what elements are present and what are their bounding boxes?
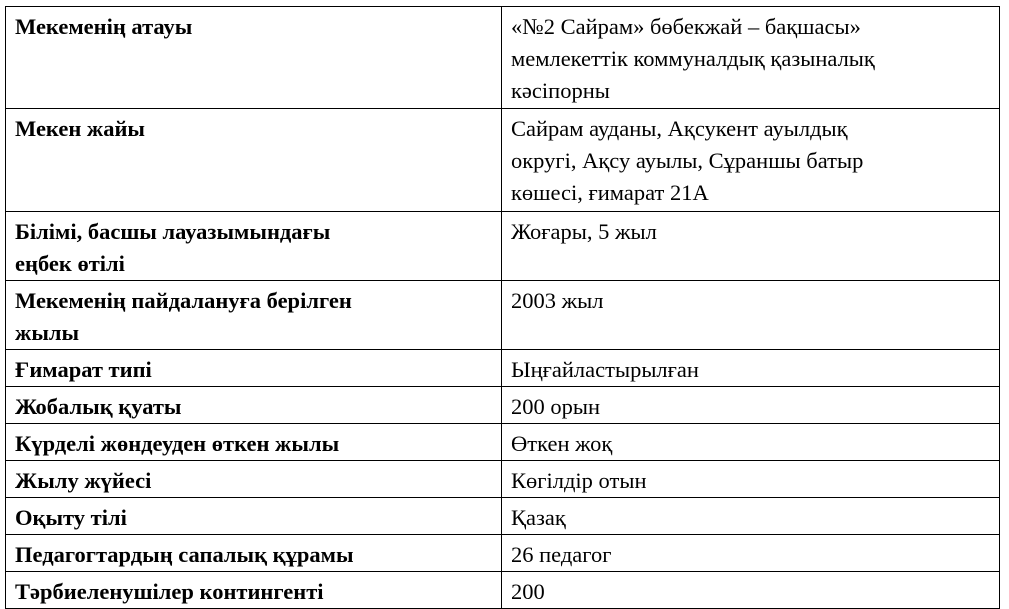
table-row-name (6, 7, 1000, 109)
row-value-line: Ыңғайластырылған (511, 357, 699, 382)
row-value-line: Сайрам ауданы, Ақсукент ауылдық (511, 116, 848, 141)
row-label-cell (6, 387, 502, 424)
row-label-line: Мекеменің атауы (15, 14, 193, 39)
row-value-line: 2003 жыл (511, 288, 604, 313)
row-value-cell (502, 387, 1000, 424)
table-row-teachers (6, 535, 1000, 572)
row-label-line: жылы (15, 320, 80, 345)
table-row-pupils (6, 572, 1000, 609)
row-value-line: 200 орын (511, 394, 601, 419)
row-label-cell (6, 350, 502, 387)
row-value-cell (502, 535, 1000, 572)
row-value-line: Жоғары, 5 жыл (511, 219, 657, 244)
row-label-line: Оқыту тілі (15, 505, 127, 530)
row-label-line: Күрделі жөндеуден өткен жылы (15, 431, 340, 456)
row-label-cell (6, 7, 502, 109)
row-value-line: 26 педагог (511, 542, 612, 567)
table-row-building-type (6, 350, 1000, 387)
row-label-cell (6, 535, 502, 572)
row-value-line: округі, Ақсу ауылы, Сұраншы батыр (511, 148, 864, 173)
table-row-capacity (6, 387, 1000, 424)
table-row-renovation (6, 424, 1000, 461)
row-label-line: Педагогтардың сапалық құрамы (15, 542, 354, 567)
row-label-line: Жылу жүйесі (15, 468, 152, 493)
institution-info-table (5, 6, 1000, 609)
row-label-line: Ғимарат типі (15, 357, 152, 382)
row-value-line: мемлекеттік коммуналдық қазыналық (511, 46, 875, 71)
table-row-education (6, 212, 1000, 281)
row-value-cell (502, 461, 1000, 498)
row-value-line: «№2 Сайрам» бөбекжай – бақшасы» (511, 14, 861, 39)
row-value-line: Көгілдір отын (511, 468, 647, 493)
row-value-cell (502, 7, 1000, 109)
row-value-line: Өткен жоқ (511, 431, 613, 456)
row-value-cell (502, 350, 1000, 387)
row-label-cell (6, 498, 502, 535)
table-row-heating (6, 461, 1000, 498)
table-row-commissioned-year (6, 281, 1000, 350)
row-value-cell (502, 498, 1000, 535)
row-label-cell (6, 461, 502, 498)
row-label-line: Тәрбиеленушілер контингенті (15, 579, 324, 604)
row-value-line: 200 (511, 579, 545, 604)
row-value-cell (502, 109, 1000, 212)
row-label-cell (6, 109, 502, 212)
row-value-cell (502, 424, 1000, 461)
row-label-cell (6, 281, 502, 350)
row-label-line: Білімі, басшы лауазымындағы (15, 219, 331, 244)
row-value-line: көшесі, ғимарат 21А (511, 180, 709, 205)
row-label-cell (6, 424, 502, 461)
table-row-language (6, 498, 1000, 535)
info-table-body (6, 7, 1000, 609)
row-value-cell (502, 572, 1000, 609)
row-value-cell (502, 212, 1000, 281)
row-label-cell (6, 212, 502, 281)
row-label-line: Мекен жайы (15, 116, 146, 141)
row-label-line: Жобалық қуаты (15, 394, 182, 419)
row-label-line: еңбек өтілі (15, 251, 125, 276)
row-value-line: Қазақ (511, 505, 566, 530)
row-value-line: кәсіпорны (511, 78, 610, 103)
row-label-cell (6, 572, 502, 609)
table-row-address (6, 109, 1000, 212)
row-label-line: Мекеменің пайдалануға берілген (15, 288, 352, 313)
row-value-cell (502, 281, 1000, 350)
